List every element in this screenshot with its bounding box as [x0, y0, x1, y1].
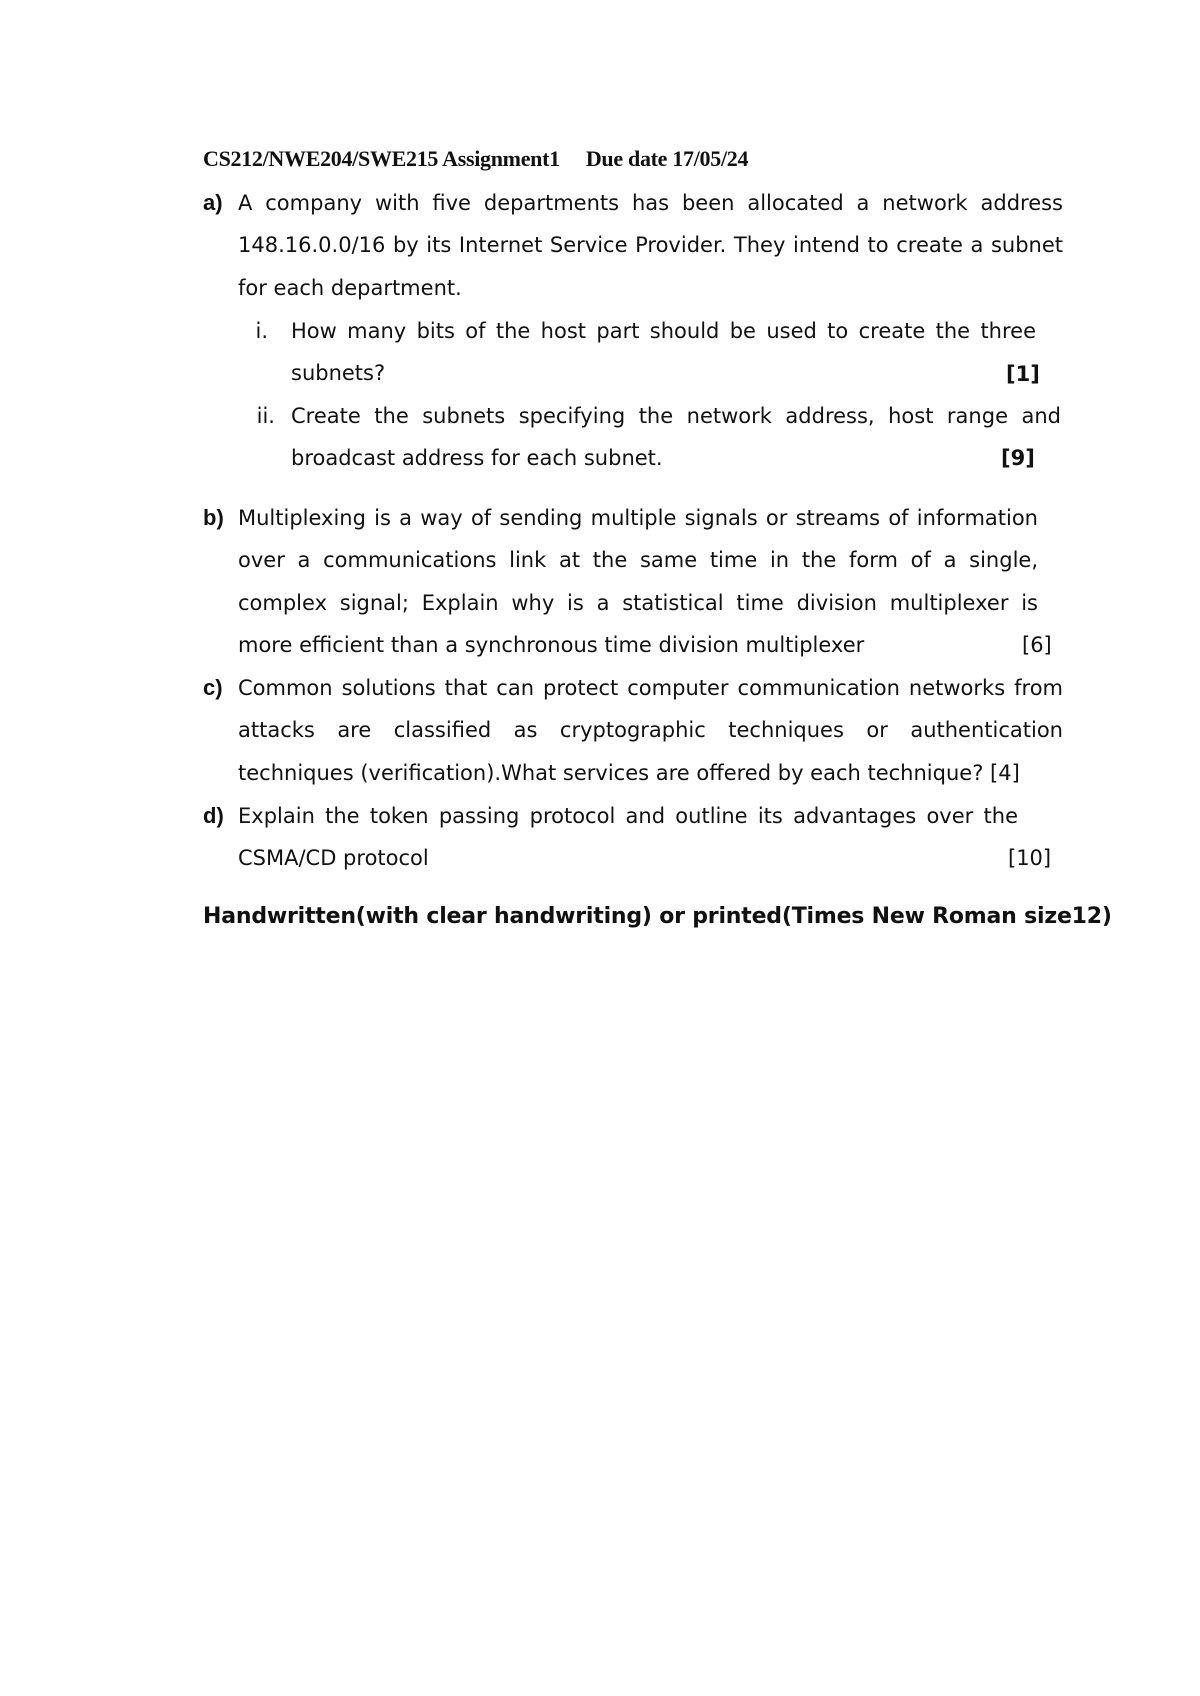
- question-a-part-i: [238, 310, 1063, 395]
- question-b: [203, 497, 1063, 667]
- question-text: A company with five departments has been allocated a network address 148.16.0.0/16 by its Internet Service Provider. They intend to create a subnet for each department.: [238, 191, 1063, 300]
- course-title: CS212/NWE204/SWE215 Assignment1: [203, 146, 560, 171]
- question-label: d): [203, 803, 224, 828]
- part-number: i.: [255, 319, 268, 343]
- submission-note: Handwritten(with clear handwriting) or printed(Times New Roman size12): [203, 904, 1112, 929]
- question-text: Common solutions that can protect computer communication networks from attacks are classified as cryptographic techniques or authentication techniques (verification).What services are offered by each technique? [4]: [238, 676, 1063, 785]
- question-c: [203, 667, 1063, 795]
- question-b-mark: [6]: [1022, 633, 1052, 657]
- question-label: a): [203, 190, 223, 215]
- question-label: b): [203, 505, 224, 530]
- question-a: [203, 182, 1063, 310]
- page-header: [203, 146, 748, 172]
- question-label: c): [203, 675, 223, 700]
- part-text: How many bits of the host part should be used to create the three subnets?: [291, 319, 1036, 386]
- part-text: Create the subnets specifying the network address, host range and broadcast address for each subnet.: [291, 404, 1061, 471]
- question-text: Multiplexing is a way of sending multiple signals or streams of information over a communications link at the same time in the form of a single, complex signal; Explain why is a statistical time division multiplexer is more efficient than a synchronous time division multiplexer: [238, 506, 1038, 657]
- question-d-mark: [10]: [1008, 846, 1052, 870]
- part-number: ii.: [256, 404, 275, 428]
- part-ii-mark: [9]: [1001, 446, 1035, 470]
- question-d: [203, 795, 1063, 881]
- part-i-mark: [1]: [1006, 362, 1040, 386]
- due-date: Due date 17/05/24: [585, 146, 749, 171]
- question-a-part-ii: [238, 395, 1063, 480]
- question-text: Explain the token passing protocol and outline its advantages over the CSMA/CD protocol: [238, 804, 1018, 871]
